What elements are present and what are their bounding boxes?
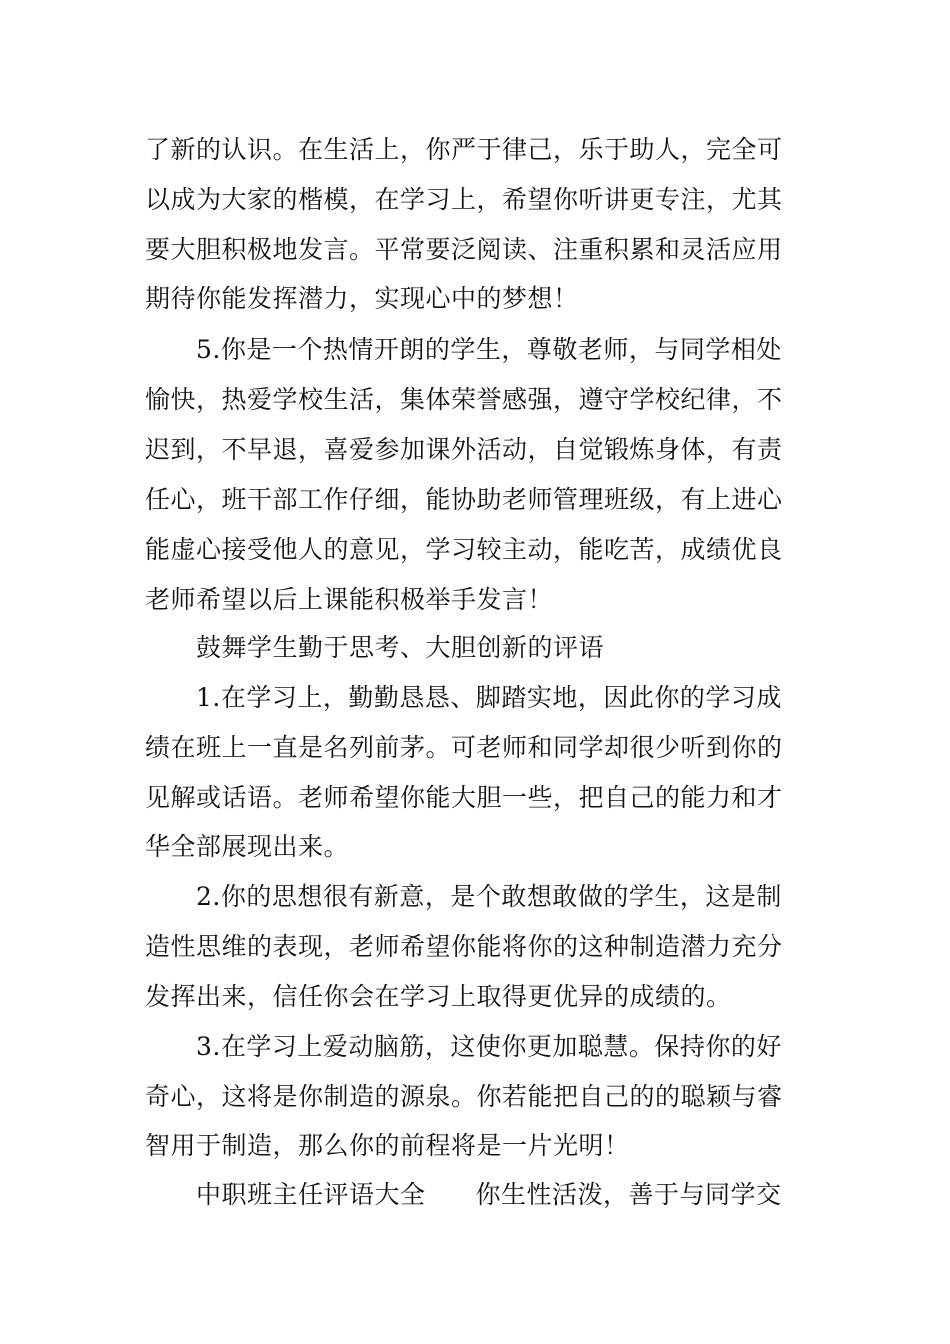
document-heading: 中职班主任评语大全 [196,1180,426,1209]
paragraph-start-line: 5.你是一个热情开朗的学生，尊敬老师，与同学相处 [196,335,782,364]
text-line: 造性思维的表现，老师希望你能将你的这种制造潜力充分 [145,932,783,961]
text-line: 绩在班上一直是名列前茅。可老师和同学却很少听到你的 [145,733,783,762]
paragraph-start-line: 3.在学习上爱动脑筋，这使你更加聪慧。保持你的好 [196,1032,782,1061]
text-fragment: 你生性活泼，善于与同学交 [475,1180,782,1209]
text-line: 华全部展现出来。 [145,832,350,861]
paragraph-start-line: 2.你的思想很有新意，是个敢想敢做的学生，这是制 [196,882,782,911]
text-line: 智用于制造，那么你的前程将是一片光明！ [145,1131,630,1160]
text-line: 奇心，这将是你制造的源泉。你若能把自己的的聪颖与睿 [145,1082,783,1111]
text-line: 发挥出来，信任你会在学习上取得更优异的成绩的。 [145,982,732,1011]
text-line: 见解或话语。老师希望你能大胆一些，把自己的能力和才 [145,783,783,812]
text-line: 要大胆积极地发言。平常要泛阅读、注重积累和灵活应用 [145,235,783,264]
section-heading: 鼓舞学生勤于思考、大胆创新的评语 [196,633,605,662]
text-line: 愉快，热爱学校生活，集体荣誉感强，遵守学校纪律，不 [145,385,783,414]
text-line: 期待你能发挥潜力，实现心中的梦想！ [145,284,579,313]
text-line: 了新的认识。在生活上，你严于律己，乐于助人，完全可 [145,135,783,164]
text-line: 能虚心接受他人的意见，学习较主动，能吃苦，成绩优良 [145,535,783,564]
text-line: 老师希望以后上课能积极举手发言！ [145,585,554,614]
text-line: 迟到，不早退，喜爱参加课外活动，自觉锻炼身体，有责 [145,435,783,464]
final-line [196,1175,810,1215]
text-line: 以成为大家的楷模，在学习上，希望你听讲更专注，尤其 [145,185,783,214]
text-line: 任心，班干部工作仔细，能协助老师管理班级，有上进心 [145,485,783,514]
paragraph-start-line: 1.在学习上，勤勤恳恳、脚踏实地，因此你的学习成 [196,683,782,712]
